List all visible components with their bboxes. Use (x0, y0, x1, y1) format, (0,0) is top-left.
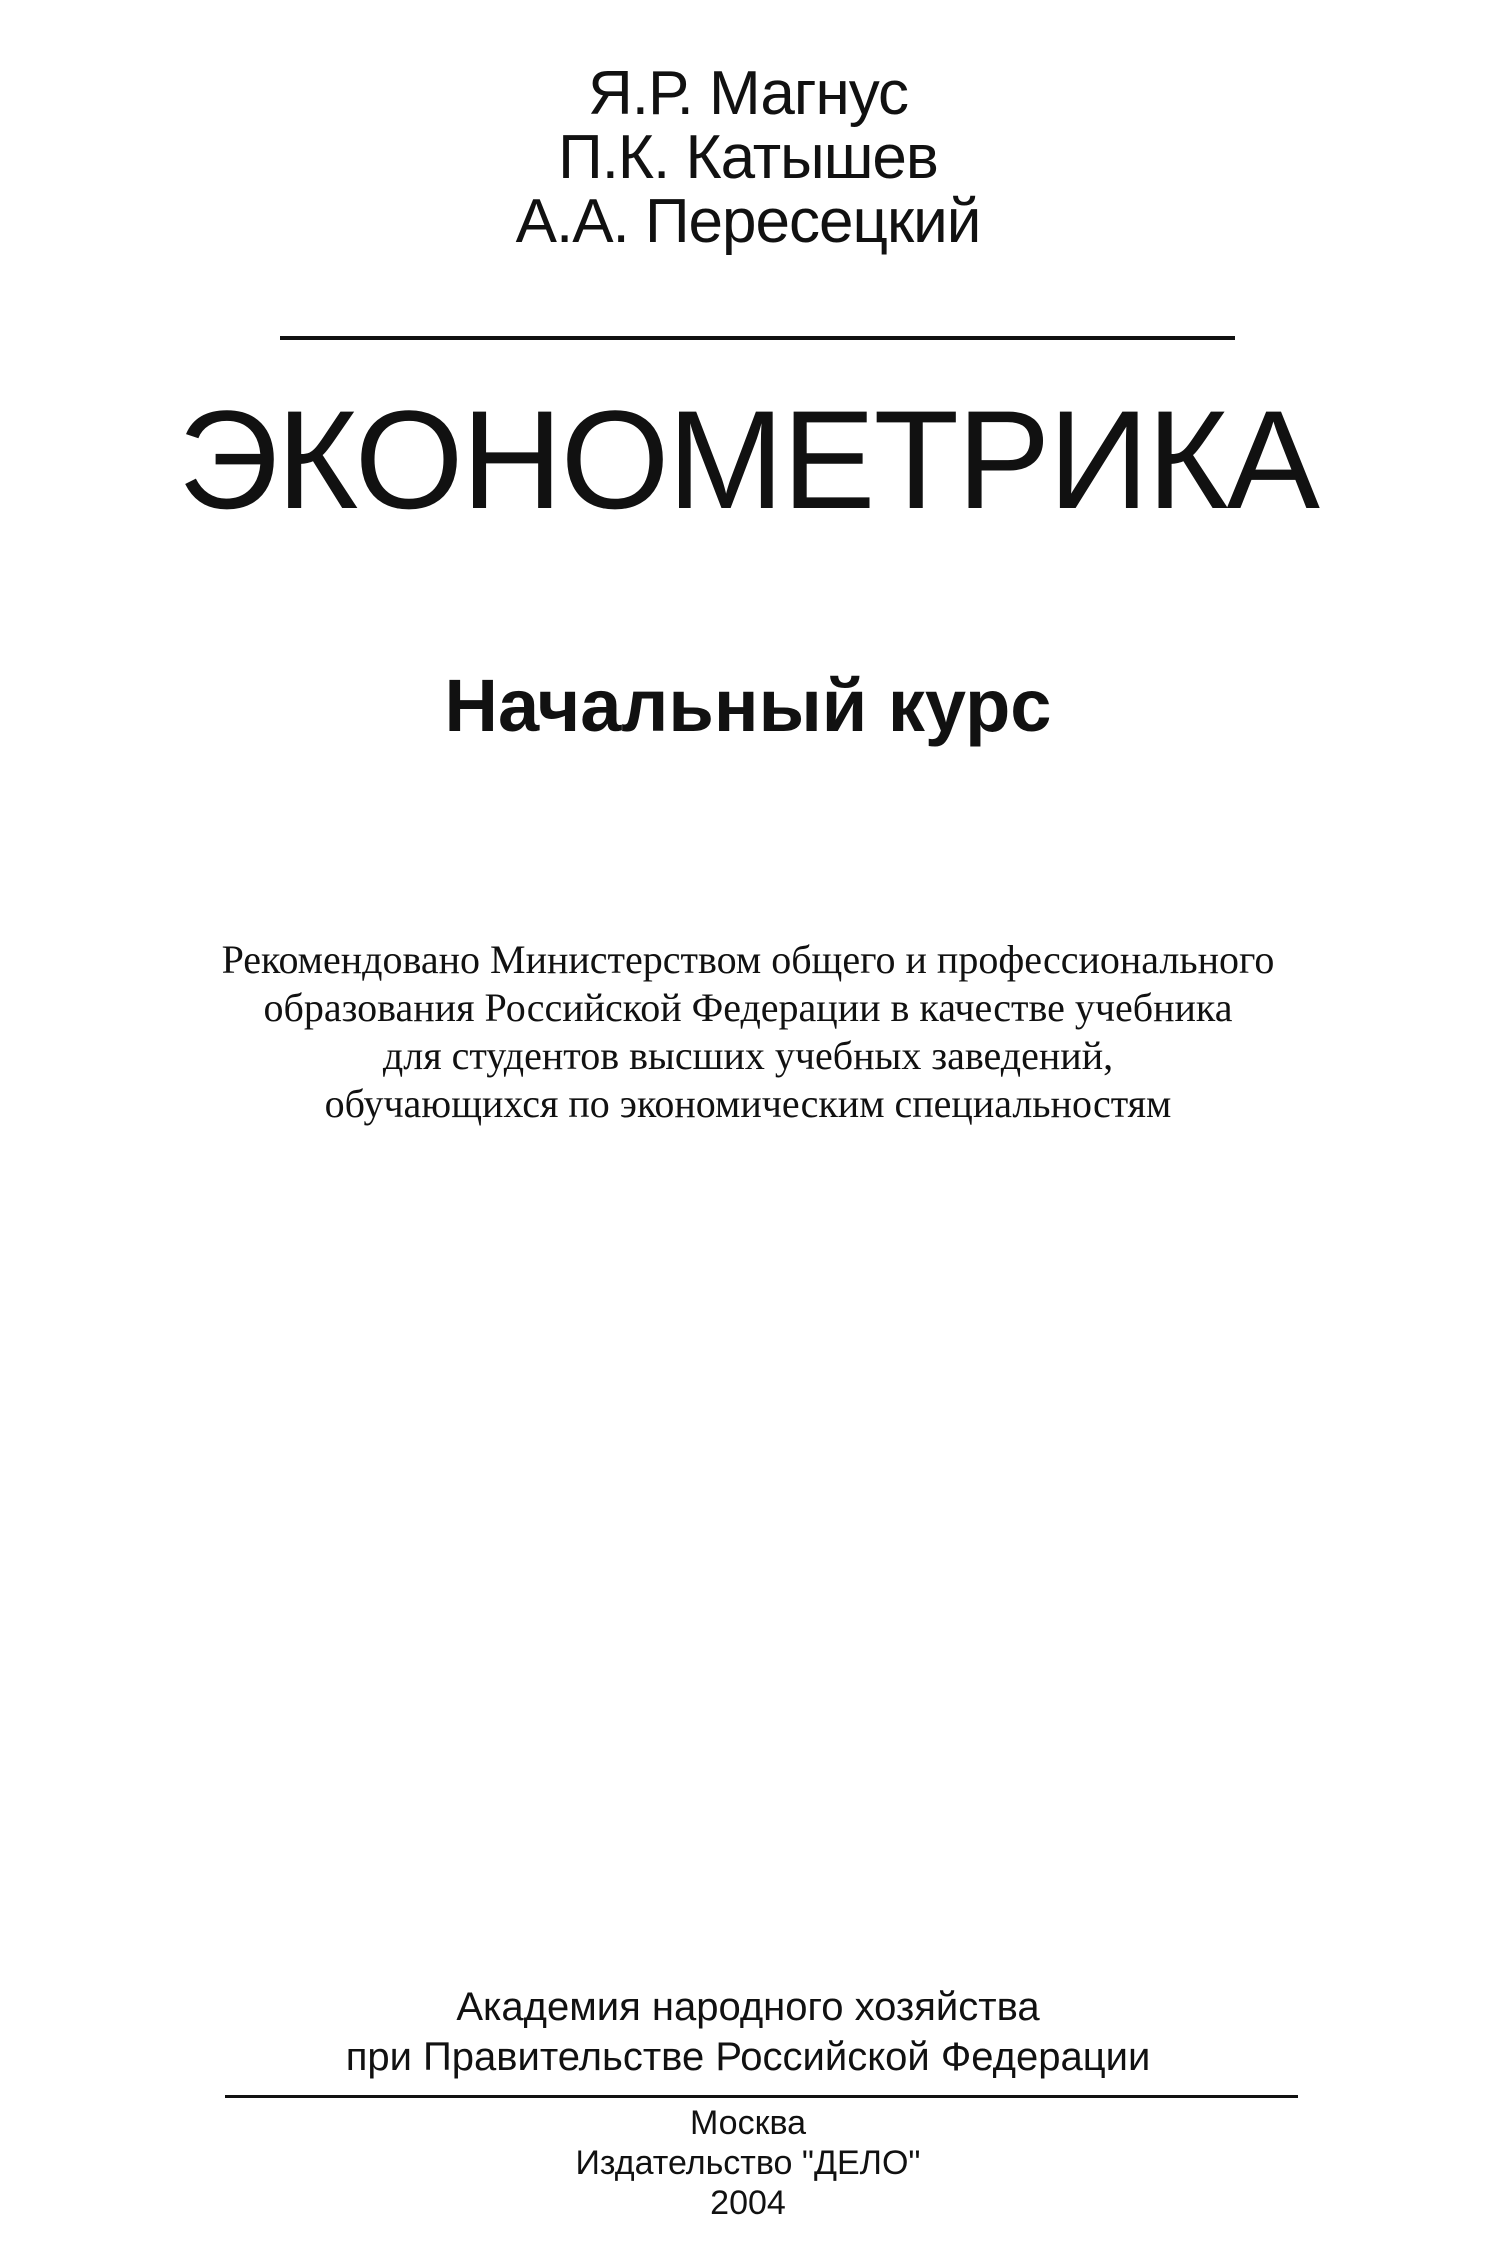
recommendation-line: для студентов высших учебных заведений, (382, 1033, 1114, 1078)
author-magnus: Я.Р. Магнус (587, 59, 909, 128)
recommendation-line: Рекомендовано Министерством общего и профессионального (221, 937, 1275, 982)
top-divider (280, 336, 1235, 340)
publisher-organization (0, 1982, 1496, 2082)
imprint-city: Москва (689, 2104, 807, 2142)
publisher-org-line: при Правительстве Российской Федерации (345, 2035, 1151, 2079)
author-list (0, 59, 1496, 256)
author-katyshev: П.К. Катышев (558, 123, 938, 192)
imprint-publisher: Издательство "ДЕЛО" (575, 2144, 921, 2182)
imprint-year: 2004 (710, 2184, 786, 2222)
recommendation-text (0, 936, 1496, 1128)
book-subtitle: Начальный курс (444, 664, 1052, 747)
author-peresetsky: А.А. Пересецкий (515, 187, 981, 256)
publisher-org-line: Академия народного хозяйства (456, 1985, 1040, 2029)
imprint (0, 2103, 1496, 2223)
recommendation-line: образования Российской Федерации в качестве учебника (263, 985, 1233, 1030)
bottom-divider (225, 2095, 1298, 2098)
book-title: ЭКОНОМЕТРИКА (178, 381, 1318, 538)
recommendation-line: обучающихся по экономическим специальностям (324, 1081, 1172, 1126)
